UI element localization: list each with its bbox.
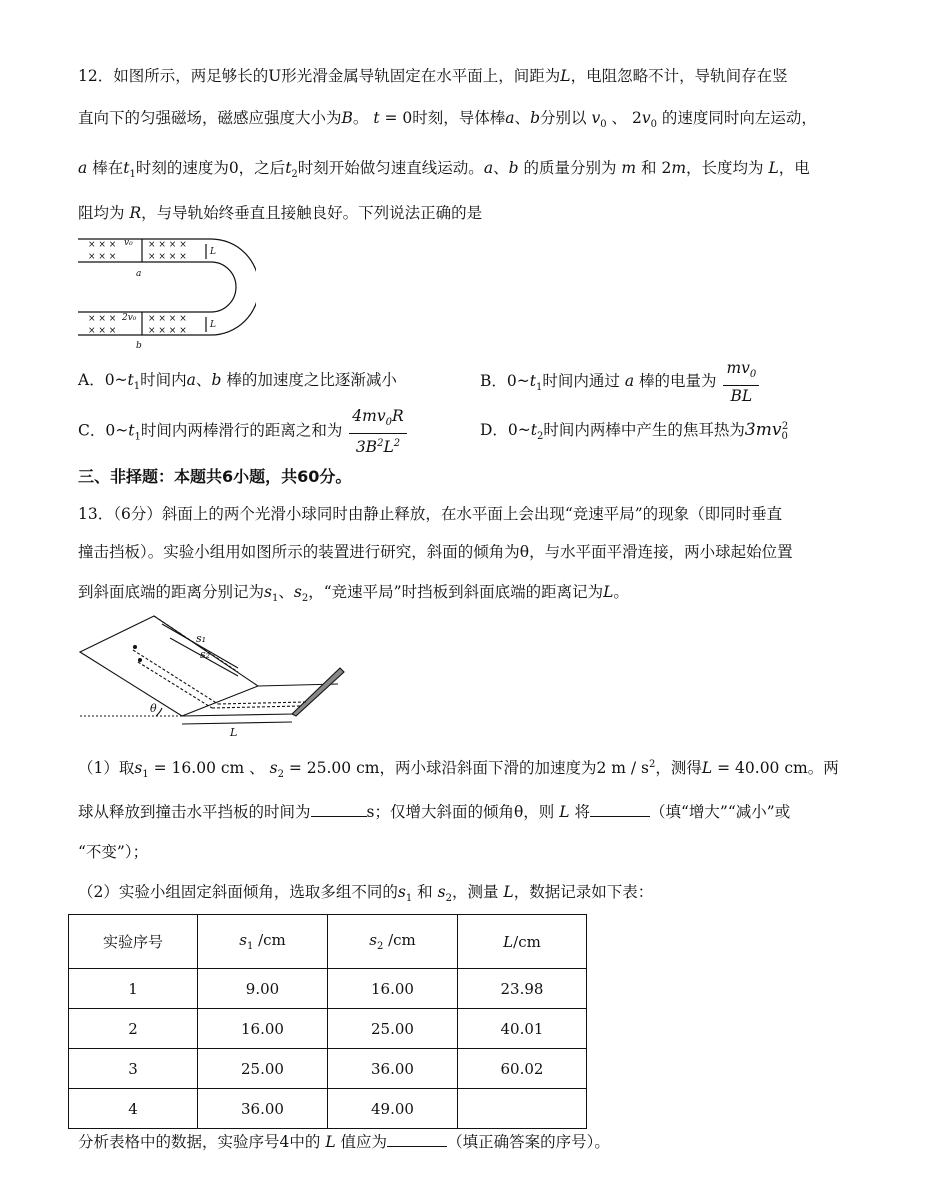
svg-text:θ: θ bbox=[150, 702, 157, 715]
table-cell: 49.00 bbox=[328, 1089, 458, 1129]
q13-text: s；仅增大斜面的倾角θ，则 bbox=[366, 803, 555, 821]
option-d-label: D．0~ bbox=[480, 421, 531, 439]
svg-text:× × × ×: × × × × bbox=[148, 252, 187, 262]
option-a-label: A．0~ bbox=[78, 371, 128, 389]
option-a[interactable]: A．$0\sim t_1$时间内a、b 棒的加速度之比逐渐减小 bbox=[78, 371, 397, 393]
q13-text: 和 bbox=[417, 883, 433, 901]
q12-text: 的速度同时向左运动， bbox=[661, 109, 817, 127]
u-rail-figure bbox=[76, 232, 256, 357]
option-d[interactable]: D．$0\sim t_2$时间内两棒中产生的焦耳热为$3mv_0^2$ bbox=[480, 420, 789, 443]
q13-text: ，“竞速平局”时挡板到斜面底端的距离记为 bbox=[308, 583, 604, 601]
option-b[interactable]: B．$0\sim t_1$时间内通过 a 棒的电量为 $\frac{mv_0}{BL}$ bbox=[480, 358, 761, 406]
table-cell: 3 bbox=[69, 1049, 198, 1089]
q13-text: ，两小球沿斜面下滑的加速度为 bbox=[379, 759, 597, 777]
q13-part1-line-2: 球从释放到撞击水平挡板的时间为 s；仅增大斜面的倾角θ，则 L 将 （填“增大”“减小”或 bbox=[78, 803, 791, 821]
table-cell: 60.02 bbox=[458, 1049, 587, 1089]
table-cell: 23.98 bbox=[458, 969, 587, 1009]
q12-text: ，电阻忽略不计，导轨间存在竖 bbox=[570, 67, 788, 85]
table-cell: 25.00 bbox=[198, 1049, 328, 1089]
answer-blank-L[interactable] bbox=[387, 1132, 447, 1147]
q13-text: 。两 bbox=[807, 759, 839, 777]
table-cell: 16.00 bbox=[328, 969, 458, 1009]
data-table bbox=[68, 914, 587, 1129]
svg-text:2v₀: 2v₀ bbox=[122, 313, 137, 323]
q12-text: 阻均为 bbox=[78, 204, 125, 222]
q12-text: 棒在 bbox=[92, 159, 124, 177]
svg-text:L: L bbox=[210, 247, 216, 257]
answer-blank-time[interactable] bbox=[311, 802, 367, 817]
svg-text:× × × ×: × × × × bbox=[148, 240, 187, 250]
table-cell: 25.00 bbox=[328, 1009, 458, 1049]
svg-text:b: b bbox=[136, 341, 142, 351]
option-c[interactable]: C．$0\sim t_1$时间内两棒滑行的距离之和为 $\frac{4mv_0R}{3B^2L^2}$ bbox=[78, 406, 409, 457]
q12-text: 时刻的速度为0，之后 bbox=[135, 159, 286, 177]
q13-text: ，测量 bbox=[451, 883, 499, 901]
table-cell: 4 bbox=[69, 1089, 198, 1129]
q13-text: ，数据记录如下表： bbox=[513, 883, 654, 901]
q13-line-2: 撞击挡板）。实验小组用如图所示的装置进行研究，斜面的倾角为θ，与水平面平滑连接，两小球起始位置 bbox=[78, 543, 793, 561]
table-cell-empty[interactable] bbox=[458, 1089, 587, 1129]
q12-line-1: 12．如图所示，两足够长的U形光滑金属导轨固定在水平面上，间距为L，电阻忽略不计，导轨间存在竖 bbox=[78, 67, 788, 85]
option-b-text: 时间内通过 bbox=[542, 372, 620, 391]
svg-text:× × ×: × × × bbox=[88, 326, 117, 336]
option-a-text: 时间内 bbox=[140, 371, 187, 389]
q13-text: （填“增大”“减小”或 bbox=[650, 803, 791, 821]
svg-text:× × × ×: × × × × bbox=[148, 326, 187, 336]
q12-text: 12．如图所示，两足够长的U形光滑金属导轨固定在水平面上，间距为 bbox=[78, 67, 561, 85]
q12-text: 分别以 bbox=[540, 109, 587, 127]
q12-text: ，与导轨始终垂直且接触良好。下列说法正确的是 bbox=[141, 204, 483, 222]
svg-text:s₂: s₂ bbox=[200, 648, 211, 661]
answer-blank-trend[interactable] bbox=[590, 802, 650, 817]
q13-text: 到斜面底端的距离分别记为 bbox=[78, 583, 265, 601]
table-header-row bbox=[69, 915, 587, 969]
svg-text:v₀: v₀ bbox=[124, 238, 133, 248]
q12-line-2: 直向下的匀强磁场，磁感应强度大小为B。 t = 0时刻，导体棒a、b分别以 $v_0$ 、 $2v_0$ 的速度同时向左运动， bbox=[78, 109, 817, 131]
q12-text: ，长度均为 bbox=[686, 159, 764, 177]
svg-text:L: L bbox=[230, 726, 238, 739]
table-header: 实验序号 bbox=[69, 915, 198, 969]
svg-text:a: a bbox=[136, 269, 142, 279]
q12-text: 时刻，导体棒 bbox=[412, 109, 506, 127]
table-header: L/cm bbox=[458, 915, 587, 969]
q12-line-4: 阻均为 R，与导轨始终垂直且接触良好。下列说法正确的是 bbox=[78, 204, 483, 222]
table-cell: 2 bbox=[69, 1009, 198, 1049]
svg-text:s₁: s₁ bbox=[196, 632, 207, 645]
option-b-text: 棒的电量为 bbox=[639, 372, 717, 391]
option-d-text: 时间内两棒中产生的焦耳热为 bbox=[543, 421, 745, 439]
svg-text:L: L bbox=[210, 320, 216, 330]
svg-text:× × ×: × × × bbox=[88, 240, 117, 250]
svg-text:× × ×: × × × bbox=[88, 314, 117, 324]
table-cell: 16.00 bbox=[198, 1009, 328, 1049]
incline-figure bbox=[78, 612, 350, 742]
table-row bbox=[69, 969, 587, 1009]
option-c-label: C．0~ bbox=[78, 421, 129, 440]
q13-line-1: 13．（6分）斜面上的两个光滑小球同时由静止释放，在水平面上会出现“竞速平局”的现象（即同时垂直 bbox=[78, 505, 783, 523]
q13-line-3: 到斜面底端的距离分别记为$s_1$、$s_2$，“竞速平局”时挡板到斜面底端的距离记为L。 bbox=[78, 583, 629, 605]
option-a-text: 棒的加速度之比逐渐减小 bbox=[226, 371, 397, 389]
charge-fraction: $\frac{mv_0}{BL}$ bbox=[723, 358, 759, 406]
distance-fraction: $\frac{4mv_0R}{3B^2L^2}$ bbox=[349, 406, 406, 457]
table-cell: 40.01 bbox=[458, 1009, 587, 1049]
table-row bbox=[69, 1089, 587, 1129]
q13-text: （填正确答案的序号）。 bbox=[447, 1133, 610, 1151]
table-row bbox=[69, 1009, 587, 1049]
q13-text: （1）取 bbox=[78, 759, 135, 777]
option-c-text: 时间内两棒滑行的距离之和为 bbox=[140, 421, 343, 440]
svg-text:× × × ×: × × × × bbox=[148, 314, 187, 324]
q13-text: ，测得 bbox=[655, 759, 702, 777]
q13-text: 球从释放到撞击水平挡板的时间为 bbox=[78, 803, 311, 821]
table-cell: 36.00 bbox=[328, 1049, 458, 1089]
option-b-label: B．0~ bbox=[480, 372, 530, 391]
q13-text: 将 bbox=[574, 803, 590, 821]
q13-part1-line-3: “不变”）； bbox=[78, 843, 149, 861]
analysis-line: 分析表格中的数据，实验序号4中的 L 值应为 （填正确答案的序号）。 bbox=[78, 1133, 610, 1151]
table-header: $s_1$ /cm bbox=[198, 915, 328, 969]
svg-text:× × ×: × × × bbox=[88, 252, 117, 262]
table-row bbox=[69, 1049, 587, 1089]
q13-part1-line-1: （1）取$s_1 = 16.00$ cm 、 $s_2 = 25.00$ cm，两小球沿斜面下滑的加速度为2 m / $s^2$，测得L = 40.00 cm。两 bbox=[78, 758, 839, 781]
table-header: $s_2$ /cm bbox=[328, 915, 458, 969]
q12-text: 直向下的匀强磁场，磁感应强度大小为 bbox=[78, 109, 342, 127]
table-cell: 1 bbox=[69, 969, 198, 1009]
q13-text: （2）实验小组固定斜面倾角，选取多组不同的 bbox=[78, 883, 398, 901]
q13-part2-line: （2）实验小组固定斜面倾角，选取多组不同的$s_1$ 和 $s_2$，测量 L，数据记录如下表： bbox=[78, 883, 654, 905]
q12-text: 时刻开始做匀速直线运动。 bbox=[297, 159, 484, 177]
q13-text: 值应为 bbox=[340, 1133, 388, 1151]
q13-text: 分析表格中的数据，实验序号4中的 bbox=[78, 1133, 321, 1151]
section-heading: 三、非择题：本题共6小题，共60分。 bbox=[78, 467, 352, 486]
table-cell: 36.00 bbox=[198, 1089, 328, 1129]
q12-line-3: a 棒在$t_1$时刻的速度为0，之后$t_2$时刻开始做匀速直线运动。a、b 的质量分别为 m 和 2m，长度均为 L，电 bbox=[78, 159, 810, 181]
table-cell: 9.00 bbox=[198, 969, 328, 1009]
q12-text: 的质量分别为 bbox=[523, 159, 617, 177]
q12-text: ，电 bbox=[778, 159, 810, 177]
